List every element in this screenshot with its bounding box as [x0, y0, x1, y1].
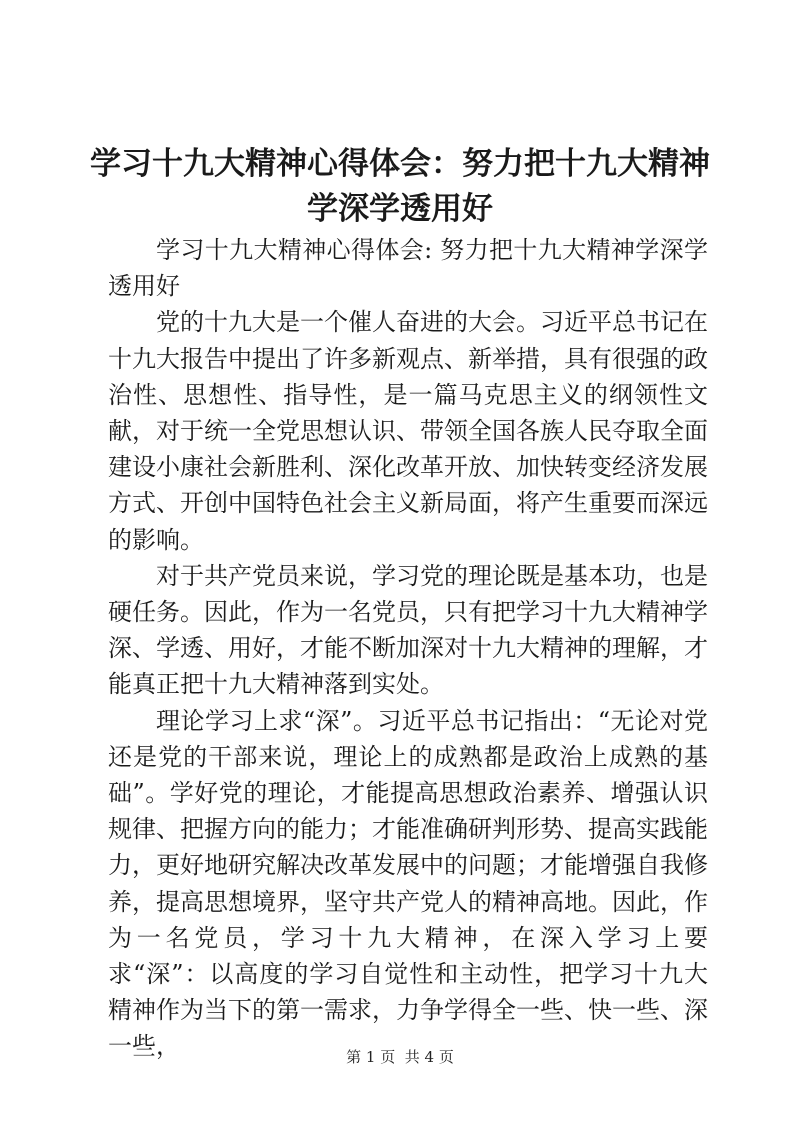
- paragraph-3: 理论学习上求“深”。习近平总书记指出：“无论对党还是党的干部来说，理论上的成熟都是政治上成熟的基础”。学好党的理论，才能提高思想政治素养、增强认识规律、把握方向的能力；才能准确研判形势、提高实践能力，更好地研究解决改革发展中的问题；才能增强自我修养，提高思想境界，坚守共产党人的精神高地。因此，作为一名党员，学习十九大精神，在深入学习上要求“深”：以高度的学习自觉性和主动性，把学习十九大精神作为当下的第一需求，力争学得全一些、快一些、深一些，: [108, 706, 708, 1061]
- document-body: [108, 232, 708, 1065]
- paragraph-subtitle: 学习十九大精神心得体会: 努力把十九大精神学深学透用好: [108, 236, 708, 301]
- paragraph-1: 党的十九大是一个催人奋进的大会。习近平总书记在十九大报告中提出了许多新观点、新举措，具有很强的政治性、思想性、指导性，是一篇马克思主义的纲领性文献，对于统一全党思想认识、带领全国各族人民夺取全面建设小康社会新胜利、深化改革开放、加快转变经济发展方式、开创中国特色社会主义新局面，将产生重要而深远的影响。: [108, 308, 708, 554]
- page-footer: [0, 1048, 800, 1066]
- page-number-info: 第 1 页 共 4 页: [346, 1048, 454, 1066]
- document-title-line-2: 学深学透用好: [307, 191, 493, 227]
- document-title-line-1: 学习十九大精神心得体会：努力把十九大精神: [90, 146, 710, 182]
- paragraph-2: 对于共产党员来说，学习党的理论既是基本功，也是硬任务。因此，作为一名党员，只有把学习十九大精神学深、学透、用好，才能不断加深对十九大精神的理解，才能真正把十九大精神落到实处。: [108, 561, 708, 699]
